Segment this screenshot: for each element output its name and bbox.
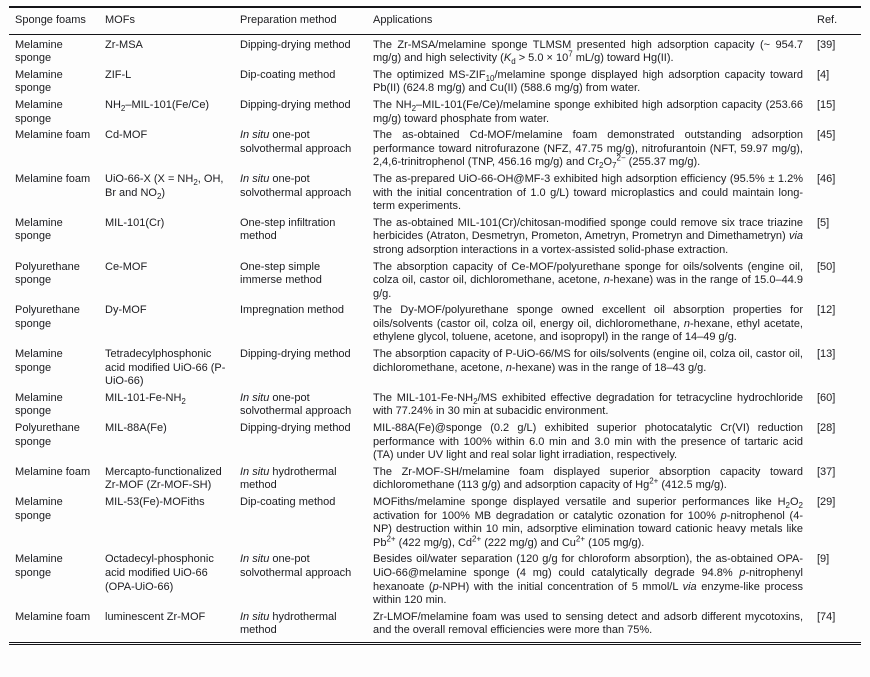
ref-cell: [74]: [817, 610, 836, 623]
ref-cell: [13]: [817, 348, 836, 361]
preparation-method-cell: In situ hydrothermal method: [240, 465, 337, 492]
col-header-sponge-foams: Sponge foams: [9, 7, 105, 34]
ref-cell: [60]: [817, 391, 836, 404]
application-cell: The Dy-MOF/polyurethane sponge owned excellent oil absorption properties for oils/solvents (castor oil, colza oil, energy oil, dichloromethane, n-hexane, ethyl acetate, ethylene glycol, toluene, acetone, and isopropyl) in the range of 14–49 g/g.: [373, 304, 803, 344]
sponge-foam-cell: Polyurethane sponge: [15, 260, 80, 287]
preparation-method-cell: In situ one-pot solvothermal approach: [240, 172, 352, 199]
sponge-foam-cell: Polyurethane sponge: [15, 304, 80, 330]
mof-cell: MIL-53(Fe)-MOFiths: [105, 496, 205, 508]
sponge-foam-cell: Melamine sponge: [15, 391, 63, 418]
ref-cell: [28]: [817, 422, 836, 435]
preparation-method-cell: In situ one-pot solvothermal approach: [240, 553, 352, 579]
preparation-method-cell: One-step simple immerse method: [240, 260, 322, 287]
sponge-foam-cell: Melamine foam: [15, 465, 91, 478]
sponge-foam-cell: Melamine foam: [15, 610, 91, 623]
ref-cell: [15]: [817, 98, 836, 111]
preparation-method-cell: Dipping-drying method: [240, 422, 351, 435]
ref-cell: [4]: [817, 68, 830, 81]
application-cell: The absorption capacity of Ce-MOF/polyurethane sponge for oils/solvents (engine oil, colza oil, castor oil, dichloromethane, acetone, n-hexane) was in the range of 15.0–44.9 g/g.: [373, 260, 803, 300]
application-cell: The optimized $MS-ZIF_{10}$/melamine sponge displayed high adsorption capacity toward Pb(II) (624.8 mg/g) and Cu(II) (588.6 mg/g) from water.: [373, 68, 803, 95]
ref-cell: [5]: [817, 216, 830, 229]
ref-cell: [45]: [817, 129, 836, 142]
preparation-method-cell: In situ one-pot solvothermal approach: [240, 391, 352, 418]
application-cell: The absorption capacity of P-UiO-66/MS for oils/solvents (engine oil, colza oil, castor oil, dichloromethane, acetone, n-hexane) was in the range of 18–43 g/g.: [373, 348, 803, 374]
application-cell: The Zr-MOF-SH/melamine foam displayed superior absorption capacity toward dichloromethane (113 g/g) and adsorption capacity of $Hg^{2+}$ (412.5 mg/g).: [373, 465, 803, 492]
mof-cell: Ce-MOF: [105, 260, 148, 273]
application-cell: Zr-LMOF/melamine foam was used to sensing detect and adsorb different mycotoxins, and the overall removal efficiencies were more than 75%.: [373, 610, 803, 637]
mof-cell: Octadecyl-phosphonic acid modified UiO-66 (OPA-UiO-66): [105, 553, 214, 593]
application-cell: The as-prepared UiO-66-OH@MF-3 exhibited high adsorption efficiency (95.5% ± 1.2% with the initial concentration of 1.0 g/L) toward microplastics and could maintain long-term experiments.: [373, 172, 803, 213]
preparation-method-cell: In situ hydrothermal method: [240, 610, 337, 637]
header-row: [9, 7, 861, 34]
application-cell: MOFiths/melamine sponge displayed versatile and superior performances like $H_2O_2$ activation for 100% MB degradation or catalytic ozonation for 100% p-nitrophenol (4-NP) destruction within 10 min, adsorptive elimination toward cationic heavy metals like $Pb^{2+}$ (422 mg/g), $Cd^{2+}$ (222 mg/g) and $Cu^{2+}$ (105 mg/g).: [373, 496, 803, 549]
table-row: [9, 260, 861, 304]
preparation-method-cell: Impregnation method: [240, 304, 344, 317]
preparation-method-cell: Dip-coating method: [240, 496, 336, 508]
sponge-foam-cell: Melamine foam: [15, 172, 91, 185]
application-cell: The $NH_2-MIL-101(Fe/Ce)$/melamine sponge exhibited high adsorption capacity (253.66 mg/g) toward phosphate from water.: [373, 98, 803, 125]
application-cell: The Zr-MSA/melamine sponge TLMSM presented high adsorption capacity (~ 954.7 mg/g) and high selectivity ($K_d > 5.0 \times 10^7$ mL/g) toward Hg(II).: [373, 38, 803, 67]
mof-cell: Tetradecylphosphonic acid modified UiO-66 (P-UiO-66): [105, 348, 226, 388]
mof-cell: $NH_2-MIL-101(Fe/Ce)$: [105, 98, 210, 114]
table-row: [9, 216, 861, 260]
table-row: [9, 172, 861, 216]
mof-cell: Cd-MOF: [105, 129, 148, 142]
mof-cell: Zr-MSA: [105, 38, 143, 51]
preparation-method-cell: In situ one-pot solvothermal approach: [240, 129, 352, 155]
col-header-preparation-method: Preparation method: [240, 7, 373, 34]
application-cell: The as-obtained MIL-101(Cr)/chitosan-modified sponge could remove six trace triazine herbicides (Atraton, Desmetryn, Prometon, Ametryn, Prometryn and Dimethametryn) via strong adsorption interactions in a vortex-assisted solid-phase extraction.: [373, 216, 803, 256]
preparation-method-cell: Dipping-drying method: [240, 98, 351, 111]
preparation-method-cell: Dipping-drying method: [240, 348, 351, 361]
table-body: [9, 34, 861, 643]
col-header-mofs: MOFs: [105, 7, 240, 34]
table-row: [9, 128, 861, 172]
application-cell: MIL-88A(Fe)@sponge (0.2 g/L) exhibited superior photocatalytic Cr(VI) reduction performance with 100% within 6.0 min and 3.0 min with the presence of tartaric acid (TA) under UV light and real solar light irradiation, respectively.: [373, 422, 803, 462]
table-row: [9, 610, 861, 644]
mof-sponge-composites-table: [9, 6, 861, 645]
table-row: [9, 347, 861, 391]
ref-cell: [39]: [817, 38, 836, 51]
preparation-method-cell: Dipping-drying method: [240, 38, 351, 51]
mof-cell: Mercapto-functionalized Zr-MOF (Zr-MOF-SH): [105, 465, 222, 492]
table-row: [9, 421, 861, 465]
sponge-foam-cell: Melamine sponge: [15, 496, 63, 522]
table-row: [9, 303, 861, 347]
mof-cell: MIL-$101-Fe-NH_2$: [105, 391, 186, 407]
sponge-foam-cell: Melamine foam: [15, 129, 91, 142]
table-row: [9, 495, 861, 552]
ref-cell: [12]: [817, 304, 836, 317]
mof-cell: Dy-MOF: [105, 304, 147, 317]
mof-cell: UiO-66-X ($X = NH_2$, OH, Br and $NO_2$): [105, 172, 224, 201]
ref-cell: [50]: [817, 260, 836, 273]
table-row: [9, 465, 861, 495]
sponge-foam-cell: Melamine sponge: [15, 553, 63, 579]
preparation-method-cell: One-step infiltration method: [240, 216, 336, 243]
mof-cell: ZIF-L: [105, 68, 132, 81]
table-row: [9, 98, 861, 128]
sponge-foam-cell: Melamine sponge: [15, 348, 63, 374]
ref-cell: [37]: [817, 465, 836, 478]
table-row: [9, 68, 861, 98]
table-row: [9, 34, 861, 68]
mof-cell: MIL-101(Cr): [105, 216, 165, 229]
mof-cell: MIL-88A(Fe): [105, 422, 167, 435]
sponge-foam-cell: Melamine sponge: [15, 98, 63, 125]
col-header-ref: Ref.: [817, 7, 861, 34]
ref-cell: [46]: [817, 172, 836, 185]
sponge-foam-cell: Melamine sponge: [15, 216, 63, 243]
application-cell: Besides oil/water separation (120 g/g for chloroform absorption), the as-obtained OPA-UiO-66@melamine sponge (4 mg) could catalytically degrade 94.8% p-nitrophenyl hexanoate (p-NPH) with the initial concentration of 5 mmol/L via enzyme-like process within 120 min.: [373, 553, 803, 607]
ref-cell: [9]: [817, 553, 830, 566]
table-row: [9, 391, 861, 421]
table-row: [9, 552, 861, 609]
ref-cell: [29]: [817, 496, 836, 508]
sponge-foam-cell: Melamine sponge: [15, 68, 63, 95]
preparation-method-cell: Dip-coating method: [240, 68, 336, 81]
col-header-applications: Applications: [373, 7, 817, 34]
application-cell: The MIL-$101-Fe-NH_2/MS$ exhibited effective degradation for tetracycline hydrochloride with 77.24% in 30 min at subacidic environment.: [373, 391, 803, 418]
mof-cell: luminescent Zr-MOF: [105, 610, 206, 623]
application-cell: The as-obtained Cd-MOF/melamine foam demonstrated outstanding adsorption performance toward nitrofurazone (NFZ, 47.75 mg/g), nitrofurantoin (NFT, 59.97 mg/g), 2,4,6-trinitrophenol (TNP, 456.16 mg/g) and $Cr_2O_7^{2-}$ (255.37 mg/g).: [373, 129, 803, 171]
sponge-foam-cell: Polyurethane sponge: [15, 422, 80, 448]
sponge-foam-cell: Melamine sponge: [15, 38, 63, 65]
